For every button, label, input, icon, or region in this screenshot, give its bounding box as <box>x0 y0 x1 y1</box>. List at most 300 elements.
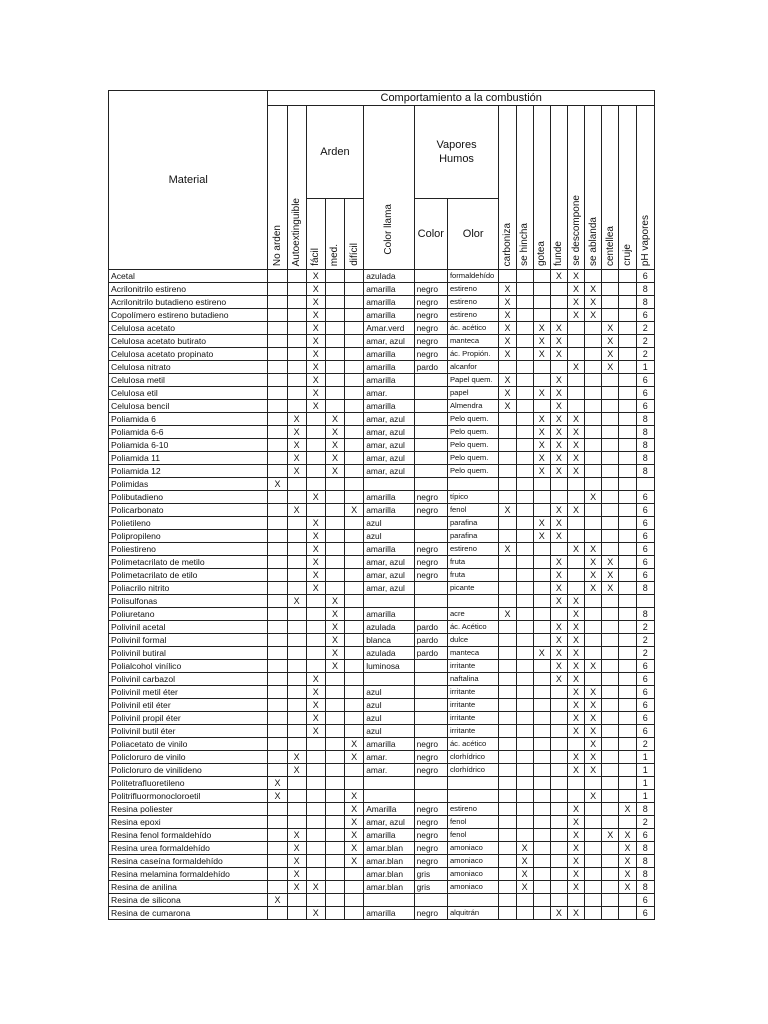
facil-cell: X <box>306 374 325 387</box>
se-descompone-cell: X <box>567 634 584 647</box>
funde-cell <box>550 829 567 842</box>
material-cell: Resina melamina formaldehído <box>109 868 268 881</box>
autoext-cell <box>287 387 306 400</box>
autoext-cell <box>287 816 306 829</box>
facil-cell: X <box>306 335 325 348</box>
gotea-cell <box>533 868 550 881</box>
facil-cell <box>306 465 325 478</box>
no-arden-cell <box>268 686 287 699</box>
se-descompone-cell <box>567 738 584 751</box>
carboniza-cell <box>499 738 516 751</box>
color-llama-cell: azul <box>364 699 414 712</box>
color-llama-cell: amar.blan <box>364 842 414 855</box>
med-cell <box>325 322 344 335</box>
table-row <box>109 569 655 582</box>
gotea-cell <box>533 491 550 504</box>
carboniza-cell: X <box>499 348 516 361</box>
carboniza-cell <box>499 647 516 660</box>
funde-cell: X <box>550 335 567 348</box>
color-cell: negro <box>414 816 447 829</box>
olor-cell: fenol <box>447 816 498 829</box>
no-arden-cell <box>268 842 287 855</box>
facil-cell: X <box>306 673 325 686</box>
se-hincha-cell <box>516 738 533 751</box>
ph-cell: 6 <box>636 686 654 699</box>
table-row <box>109 452 655 465</box>
facil-cell: X <box>306 725 325 738</box>
se-hincha-cell <box>516 803 533 816</box>
olor-cell: alquitrán <box>447 907 498 920</box>
cruje-cell: X <box>619 829 636 842</box>
autoext-cell <box>287 569 306 582</box>
carboniza-cell <box>499 595 516 608</box>
color-llama-cell: amar. <box>364 751 414 764</box>
color-cell <box>414 790 447 803</box>
no-arden-cell <box>268 868 287 881</box>
carboniza-cell <box>499 790 516 803</box>
table-row <box>109 595 655 608</box>
no-arden-cell <box>268 621 287 634</box>
ph-cell: 6 <box>636 894 654 907</box>
olor-cell: Pelo quem. <box>447 439 498 452</box>
cruje-cell <box>619 777 636 790</box>
facil-cell: X <box>306 712 325 725</box>
olor-cell: picante <box>447 582 498 595</box>
se-descompone-cell: X <box>567 868 584 881</box>
ph-cell: 6 <box>636 530 654 543</box>
no-arden-cell <box>268 634 287 647</box>
no-arden-cell <box>268 296 287 309</box>
dificil-cell <box>345 439 364 452</box>
gotea-cell <box>533 504 550 517</box>
se-hincha-cell <box>516 491 533 504</box>
med-cell <box>325 530 344 543</box>
se-hincha-cell <box>516 296 533 309</box>
gotea-cell <box>533 673 550 686</box>
olor-cell: irritante <box>447 712 498 725</box>
cruje-cell <box>619 309 636 322</box>
se-ablanda-cell: X <box>585 660 602 673</box>
se-ablanda-cell <box>585 374 602 387</box>
med-cell <box>325 816 344 829</box>
ph-cell: 1 <box>636 764 654 777</box>
dificil-cell <box>345 699 364 712</box>
ph-cell: 8 <box>636 426 654 439</box>
facil-cell <box>306 816 325 829</box>
carboniza-cell <box>499 569 516 582</box>
se-descompone-cell <box>567 348 584 361</box>
med-cell <box>325 335 344 348</box>
centellea-cell <box>602 387 619 400</box>
color-cell <box>414 777 447 790</box>
ph-cell: 8 <box>636 582 654 595</box>
funde-cell <box>550 361 567 374</box>
no-arden-cell <box>268 907 287 920</box>
centellea-cell <box>602 803 619 816</box>
autoext-cell <box>287 686 306 699</box>
olor-cell: alcanfor <box>447 361 498 374</box>
se-ablanda-cell <box>585 465 602 478</box>
table-row <box>109 348 655 361</box>
table-row <box>109 400 655 413</box>
centellea-cell: X <box>602 348 619 361</box>
cruje-cell <box>619 348 636 361</box>
table-row <box>109 491 655 504</box>
color-llama-cell: luminosa <box>364 660 414 673</box>
centellea-cell <box>602 283 619 296</box>
med-cell <box>325 270 344 283</box>
cruje-cell: X <box>619 842 636 855</box>
cruje-cell <box>619 543 636 556</box>
color-cell <box>414 400 447 413</box>
dificil-cell: X <box>345 738 364 751</box>
funde-cell: X <box>550 465 567 478</box>
se-ablanda-cell: X <box>585 569 602 582</box>
gotea-cell <box>533 361 550 374</box>
se-descompone-cell <box>567 517 584 530</box>
centellea-cell: X <box>602 361 619 374</box>
table-row <box>109 283 655 296</box>
carboniza-cell <box>499 439 516 452</box>
dificil-cell <box>345 296 364 309</box>
no-arden-cell <box>268 335 287 348</box>
material-cell: Policloruro de vinilideno <box>109 764 268 777</box>
centellea-cell <box>602 400 619 413</box>
material-cell: Poliamida 6 <box>109 413 268 426</box>
color-cell: negro <box>414 309 447 322</box>
med-cell <box>325 517 344 530</box>
facil-cell: X <box>306 400 325 413</box>
se-ablanda-cell: X <box>585 582 602 595</box>
carboniza-cell <box>499 530 516 543</box>
header-title: Comportamiento a la combustión <box>268 91 655 106</box>
color-llama-cell: amar. <box>364 764 414 777</box>
centellea-cell <box>602 816 619 829</box>
table-row <box>109 829 655 842</box>
material-cell: Poliamida 6-6 <box>109 426 268 439</box>
material-cell: Resina fenol formaldehído <box>109 829 268 842</box>
funde-cell: X <box>550 621 567 634</box>
se-descompone-cell: X <box>567 660 584 673</box>
se-ablanda-cell <box>585 842 602 855</box>
color-llama-cell: amarilla <box>364 283 414 296</box>
color-cell <box>414 582 447 595</box>
facil-cell: X <box>306 569 325 582</box>
no-arden-cell <box>268 855 287 868</box>
ph-cell: 8 <box>636 296 654 309</box>
funde-cell <box>550 725 567 738</box>
med-cell <box>325 790 344 803</box>
se-descompone-cell: X <box>567 543 584 556</box>
dificil-cell <box>345 556 364 569</box>
color-llama-cell <box>364 790 414 803</box>
med-cell <box>325 309 344 322</box>
se-descompone-cell: X <box>567 907 584 920</box>
cruje-cell <box>619 270 636 283</box>
cruje-cell <box>619 790 636 803</box>
carboniza-cell <box>499 712 516 725</box>
header-se-ablanda: se ablanda <box>585 106 602 270</box>
ph-cell: 2 <box>636 348 654 361</box>
gotea-cell <box>533 764 550 777</box>
se-hincha-cell <box>516 712 533 725</box>
no-arden-cell <box>268 582 287 595</box>
se-ablanda-cell <box>585 348 602 361</box>
se-descompone-cell <box>567 530 584 543</box>
se-descompone-cell: X <box>567 608 584 621</box>
table-row <box>109 387 655 400</box>
gotea-cell <box>533 400 550 413</box>
ph-cell: 6 <box>636 569 654 582</box>
color-llama-cell <box>364 673 414 686</box>
dificil-cell: X <box>345 751 364 764</box>
se-descompone-cell <box>567 790 584 803</box>
cruje-cell <box>619 439 636 452</box>
se-ablanda-cell <box>585 595 602 608</box>
centellea-cell <box>602 777 619 790</box>
facil-cell <box>306 660 325 673</box>
olor-cell: Pelo quem. <box>447 413 498 426</box>
carboniza-cell <box>499 452 516 465</box>
color-llama-cell: amar.blan <box>364 868 414 881</box>
dificil-cell <box>345 634 364 647</box>
funde-cell: X <box>550 660 567 673</box>
funde-cell <box>550 296 567 309</box>
autoext-cell <box>287 621 306 634</box>
olor-cell: ác. Propión. <box>447 348 498 361</box>
cruje-cell <box>619 751 636 764</box>
material-cell: Polivinil propil éter <box>109 712 268 725</box>
table-row <box>109 504 655 517</box>
se-ablanda-cell <box>585 478 602 491</box>
color-llama-cell: amarilla <box>364 374 414 387</box>
ph-cell: 8 <box>636 803 654 816</box>
med-cell <box>325 842 344 855</box>
cruje-cell <box>619 660 636 673</box>
ph-cell: 2 <box>636 738 654 751</box>
color-cell: gris <box>414 868 447 881</box>
autoext-cell <box>287 283 306 296</box>
se-hincha-cell: X <box>516 855 533 868</box>
table-row <box>109 790 655 803</box>
no-arden-cell <box>268 309 287 322</box>
material-cell: Politetrafluoretileno <box>109 777 268 790</box>
dificil-cell <box>345 283 364 296</box>
material-cell: Polivinil butil éter <box>109 725 268 738</box>
autoext-cell: X <box>287 868 306 881</box>
dificil-cell <box>345 478 364 491</box>
facil-cell: X <box>306 881 325 894</box>
autoext-cell <box>287 491 306 504</box>
autoext-cell <box>287 634 306 647</box>
autoext-cell <box>287 582 306 595</box>
se-descompone-cell: X <box>567 751 584 764</box>
carboniza-cell <box>499 517 516 530</box>
header-color-llama: Color llama <box>364 106 414 270</box>
dificil-cell <box>345 868 364 881</box>
funde-cell: X <box>550 556 567 569</box>
gotea-cell: X <box>533 322 550 335</box>
no-arden-cell <box>268 647 287 660</box>
autoext-cell <box>287 777 306 790</box>
med-cell <box>325 387 344 400</box>
olor-cell: fenol <box>447 504 498 517</box>
olor-cell: parafina <box>447 530 498 543</box>
med-cell <box>325 296 344 309</box>
carboniza-cell <box>499 725 516 738</box>
autoext-cell <box>287 543 306 556</box>
se-hincha-cell: X <box>516 842 533 855</box>
header-dificil: difícil <box>345 199 364 270</box>
funde-cell <box>550 855 567 868</box>
table-row <box>109 894 655 907</box>
autoext-cell <box>287 556 306 569</box>
funde-cell: X <box>550 634 567 647</box>
centellea-cell: X <box>602 335 619 348</box>
centellea-cell <box>602 842 619 855</box>
ph-cell: 8 <box>636 868 654 881</box>
color-llama-cell <box>364 894 414 907</box>
table-row <box>109 439 655 452</box>
facil-cell: X <box>306 699 325 712</box>
table-row <box>109 751 655 764</box>
gotea-cell: X <box>533 452 550 465</box>
no-arden-cell <box>268 517 287 530</box>
olor-cell: estireno <box>447 296 498 309</box>
gotea-cell: X <box>533 348 550 361</box>
se-ablanda-cell <box>585 881 602 894</box>
table-row <box>109 335 655 348</box>
autoext-cell: X <box>287 504 306 517</box>
funde-cell <box>550 738 567 751</box>
header-no-arden: No arden <box>268 106 287 270</box>
color-cell <box>414 673 447 686</box>
se-ablanda-cell <box>585 387 602 400</box>
olor-cell: ác. Acético <box>447 621 498 634</box>
funde-cell <box>550 751 567 764</box>
facil-cell <box>306 829 325 842</box>
funde-cell: X <box>550 322 567 335</box>
ph-cell: 2 <box>636 322 654 335</box>
table-row <box>109 309 655 322</box>
no-arden-cell <box>268 673 287 686</box>
table-row <box>109 634 655 647</box>
color-cell: negro <box>414 569 447 582</box>
dificil-cell: X <box>345 855 364 868</box>
funde-cell: X <box>550 439 567 452</box>
olor-cell: ác. acético <box>447 322 498 335</box>
autoext-cell <box>287 712 306 725</box>
no-arden-cell <box>268 764 287 777</box>
med-cell <box>325 361 344 374</box>
centellea-cell <box>602 738 619 751</box>
dificil-cell: X <box>345 803 364 816</box>
autoext-cell <box>287 725 306 738</box>
no-arden-cell: X <box>268 894 287 907</box>
funde-cell <box>550 491 567 504</box>
gotea-cell <box>533 881 550 894</box>
color-llama-cell: amar.blan <box>364 855 414 868</box>
table-row <box>109 426 655 439</box>
autoext-cell: X <box>287 595 306 608</box>
centellea-cell <box>602 608 619 621</box>
autoext-cell <box>287 907 306 920</box>
olor-cell: Pelo quem. <box>447 426 498 439</box>
color-llama-cell: amarilla <box>364 400 414 413</box>
cruje-cell <box>619 426 636 439</box>
med-cell <box>325 829 344 842</box>
facil-cell: X <box>306 387 325 400</box>
se-descompone-cell <box>567 374 584 387</box>
color-cell: negro <box>414 829 447 842</box>
se-hincha-cell <box>516 790 533 803</box>
se-hincha-cell <box>516 322 533 335</box>
table-row <box>109 361 655 374</box>
autoext-cell <box>287 803 306 816</box>
dificil-cell <box>345 686 364 699</box>
centellea-cell <box>602 634 619 647</box>
table-row <box>109 517 655 530</box>
dificil-cell <box>345 673 364 686</box>
olor-cell: irritante <box>447 660 498 673</box>
color-llama-cell: amar, azul <box>364 582 414 595</box>
facil-cell: X <box>306 686 325 699</box>
color-cell <box>414 894 447 907</box>
autoext-cell <box>287 270 306 283</box>
gotea-cell <box>533 478 550 491</box>
centellea-cell <box>602 543 619 556</box>
centellea-cell <box>602 764 619 777</box>
dificil-cell: X <box>345 842 364 855</box>
gotea-cell <box>533 270 550 283</box>
color-cell <box>414 478 447 491</box>
funde-cell <box>550 686 567 699</box>
carboniza-cell <box>499 803 516 816</box>
cruje-cell <box>619 452 636 465</box>
med-cell <box>325 673 344 686</box>
se-descompone-cell <box>567 478 584 491</box>
se-ablanda-cell <box>585 426 602 439</box>
se-ablanda-cell <box>585 504 602 517</box>
gotea-cell <box>533 842 550 855</box>
material-cell: Celulosa acetato propinato <box>109 348 268 361</box>
olor-cell: fruta <box>447 569 498 582</box>
color-llama-cell: amarilla <box>364 348 414 361</box>
material-cell: Resina epoxi <box>109 816 268 829</box>
med-cell <box>325 283 344 296</box>
color-llama-cell: amarilla <box>364 296 414 309</box>
cruje-cell <box>619 608 636 621</box>
material-cell: Resina de silicona <box>109 894 268 907</box>
no-arden-cell <box>268 504 287 517</box>
med-cell <box>325 699 344 712</box>
no-arden-cell <box>268 699 287 712</box>
ph-cell: 8 <box>636 413 654 426</box>
no-arden-cell <box>268 465 287 478</box>
se-hincha-cell <box>516 283 533 296</box>
cruje-cell <box>619 725 636 738</box>
ph-cell: 6 <box>636 400 654 413</box>
facil-cell: X <box>306 283 325 296</box>
gotea-cell: X <box>533 465 550 478</box>
color-cell: negro <box>414 751 447 764</box>
table-row <box>109 556 655 569</box>
autoext-cell: X <box>287 426 306 439</box>
se-ablanda-cell <box>585 907 602 920</box>
ph-cell: 2 <box>636 634 654 647</box>
gotea-cell <box>533 621 550 634</box>
gotea-cell <box>533 309 550 322</box>
